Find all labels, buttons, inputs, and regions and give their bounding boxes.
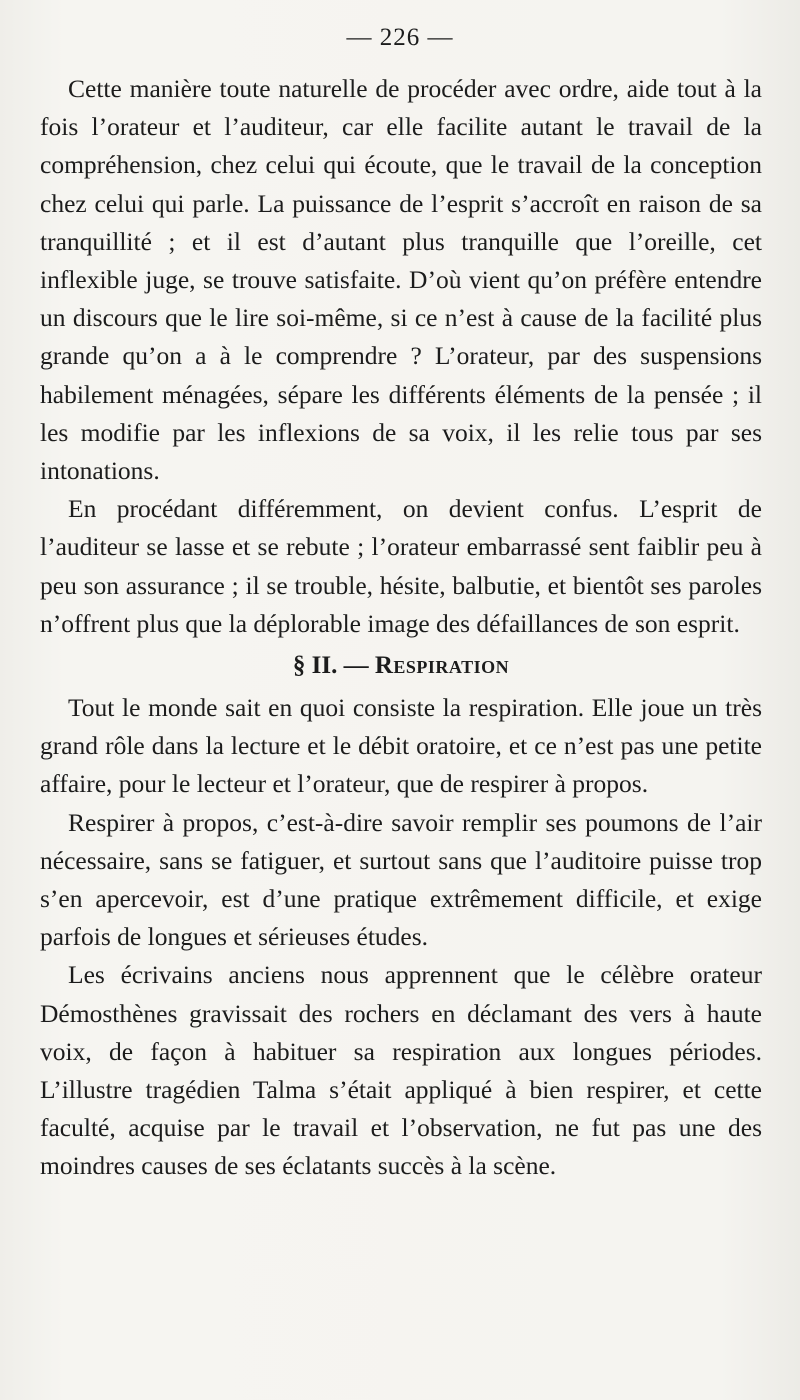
page-number: — 226 — bbox=[346, 24, 454, 51]
paragraph-confusion: En procédant différemment, on devient confus. L’esprit de l’auditeur se lasse et se rebute ; l’orateur embarrassé sent faiblir peu à peu son assurance ; il se trouble, hésite, balbutie, et bientôt ses paroles n’offrent plus que la déplorable image des défaillances de son esprit. bbox=[40, 494, 762, 638]
paragraph-respirer-a-propos: Respirer à propos, c’est-à-dire savoir remplir ses poumons de l’air nécessaire, sans se fatiguer, et surtout sans que l’auditoire puisse trop s’en apercevoir, est d’une pratique extrêmement difficile, et exige parfois de longues et sérieuses études. bbox=[40, 807, 762, 952]
paragraph-demosthenes-talma: Les écrivains anciens nous apprennent que le célèbre orateur Démosthènes gravissait des rochers en déclamant des vers à haute voix, de façon à habituer sa respiration aux longues périodes. L’illustre tragédien Talma s’était appliqué à bien respirer, et cette faculté, acquise par le travail et l’observation, ne fut pas une des moindres causes de ses éclatants succès à la scène. bbox=[40, 960, 762, 1181]
paragraph-ordre: Cette manière toute naturelle de procéder avec ordre, aide tout à la fois l’orateur et l’auditeur, car elle facilite autant le travail de la compréhension, chez celui qui écoute, que le travail de la conception chez celui qui parle. La puissance de l’esprit s’accroît en raison de sa tranquillité ; et il est d’autant plus tranquille que l’oreille, cet inflexible juge, se trouve satisfaite. D’où vient qu’on préfère entendre un discours que le lire soi-même, si ce n’est à cause de la facilité plus grande qu’on a à le comprendre ? L’orateur, par des suspensions habilement ménagées, sépare les différents éléments de la pensée ; il les modifie par les inflexions de sa voix, il les relie tous par ses intonations. bbox=[40, 74, 762, 486]
section-title: Respiration bbox=[374, 652, 510, 680]
section-heading bbox=[40, 647, 762, 685]
page-body bbox=[40, 70, 762, 1186]
paragraph-respiration-intro: Tout le monde sait en quoi consiste la respiration. Elle joue un très grand rôle dans la lecture et le débit oratoire, et ce n’est pas une petite affaire, pour le lecteur et l’orateur, que de respirer à propos. bbox=[40, 693, 762, 799]
section-number: § II. — bbox=[292, 652, 369, 680]
